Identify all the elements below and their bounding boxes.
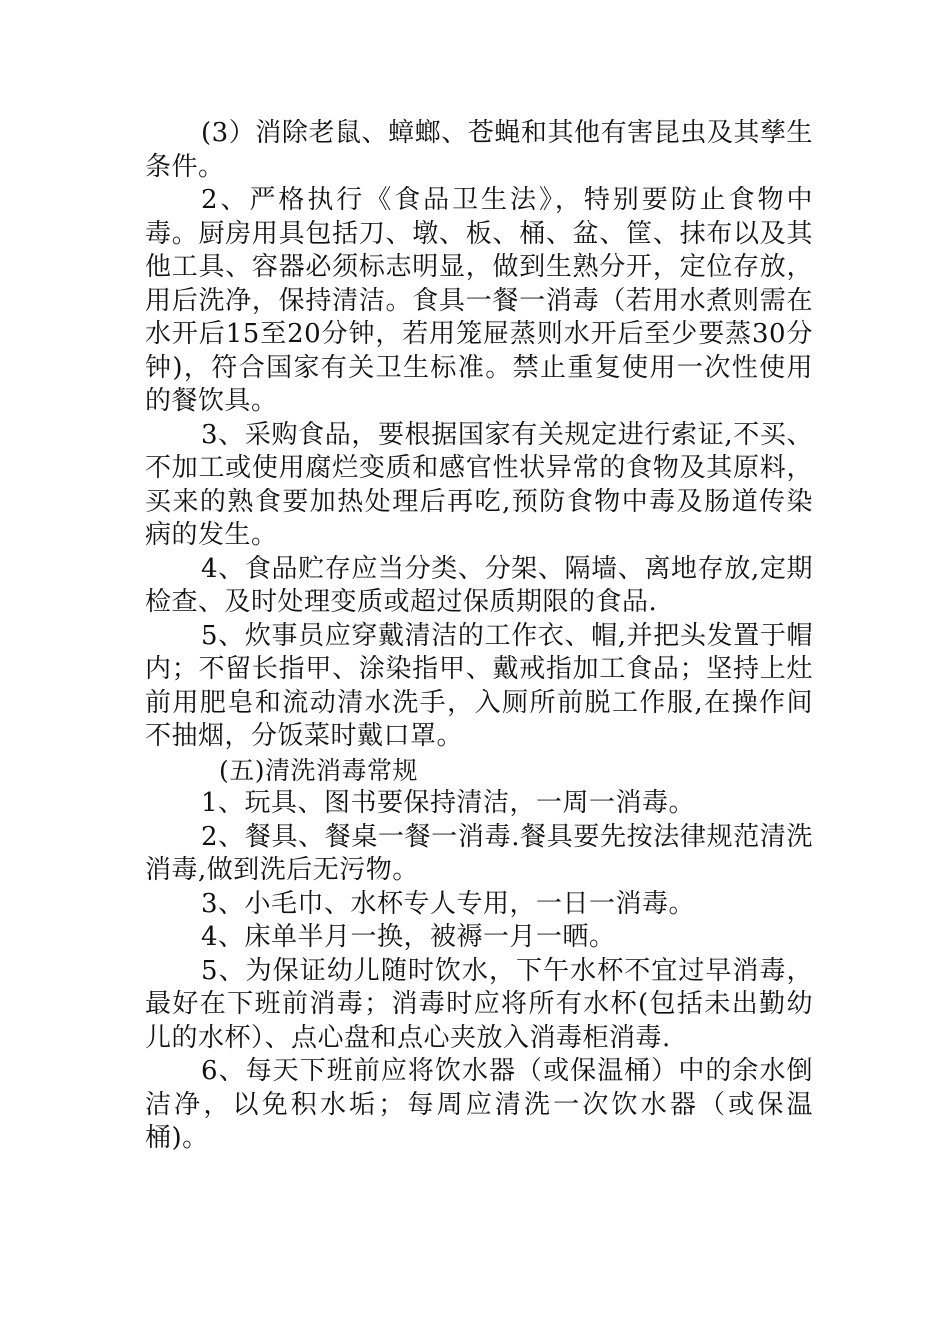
paragraph-tableware: 2、餐具、餐桌一餐一消毒.餐具要先按法律规范清洗消毒,做到洗后无污物。 xyxy=(145,821,813,885)
document-page xyxy=(145,117,813,1156)
paragraph-water-dispenser: 6、每天下班前应将饮水器（或保温桶）中的余水倒洁净，以免积水垢；每周应清洗一次饮水器（或保温桶)。 xyxy=(145,1056,813,1153)
paragraph-food-storage: 4、食品贮存应当分类、分架、隔墙、离地存放,定期检查、及时处理变质或超过保质期限的食品. xyxy=(145,553,813,617)
paragraph-cup-disinfection: 5、为保证幼儿随时饮水，下午水杯不宜过早消毒，最好在下班前消毒；消毒时应将所有水杯(包括未出勤幼儿的水杯）、点心盘和点心夹放入消毒柜消毒. xyxy=(145,955,813,1053)
paragraph-toys-books: 1、玩具、图书要保持清洁，一周一消毒。 xyxy=(201,788,696,818)
paragraph-food-hygiene-law: 2、严格执行《食品卫生法》，特别要防止食物中毒。厨房用具包括刀、墩、板、桶、盆、筐、抹布以及其他工具、容器必须标志明显，做到生熟分开，定位存放，用后洗净，保持清洁。食具一餐一消毒（若用水煮则需在水开后15至20分钟，若用笼屉蒸则水开后至少要蒸30分钟)，符合国家有关卫生标准。禁止重复使用一次性使用的餐饮具。 xyxy=(145,185,813,416)
paragraph-pest-control: (3）消除老鼠、蟑螂、苍蝇和其他有害昆虫及其孳生条件。 xyxy=(145,118,813,182)
paragraph-cook-hygiene: 5、炊事员应穿戴清洁的工作衣、帽,并把头发置于帽内；不留长指甲、涂染指甲、戴戒指加工食品；坚持上灶前用肥皂和流动清水洗手，入厕所前脱工作服,在操作间不抽烟，分饭菜时戴口罩。 xyxy=(145,620,813,751)
paragraph-food-purchasing: 3、采购食品，要根据国家有关规定进行索证,不买、不加工或使用腐烂变质和感官性状异常的食物及其原料，买来的熟食要加热处理后再吃,预防食物中毒及肠道传染病的发生。 xyxy=(145,419,813,550)
paragraph-bedding: 4、床单半月一换，被褥一月一晒。 xyxy=(201,922,616,952)
paragraph-towels-cups: 3、小毛巾、水杯专人专用，一日一消毒。 xyxy=(201,888,696,919)
section-heading-cleaning-disinfection: (五)清洗消毒常规 xyxy=(219,755,419,785)
